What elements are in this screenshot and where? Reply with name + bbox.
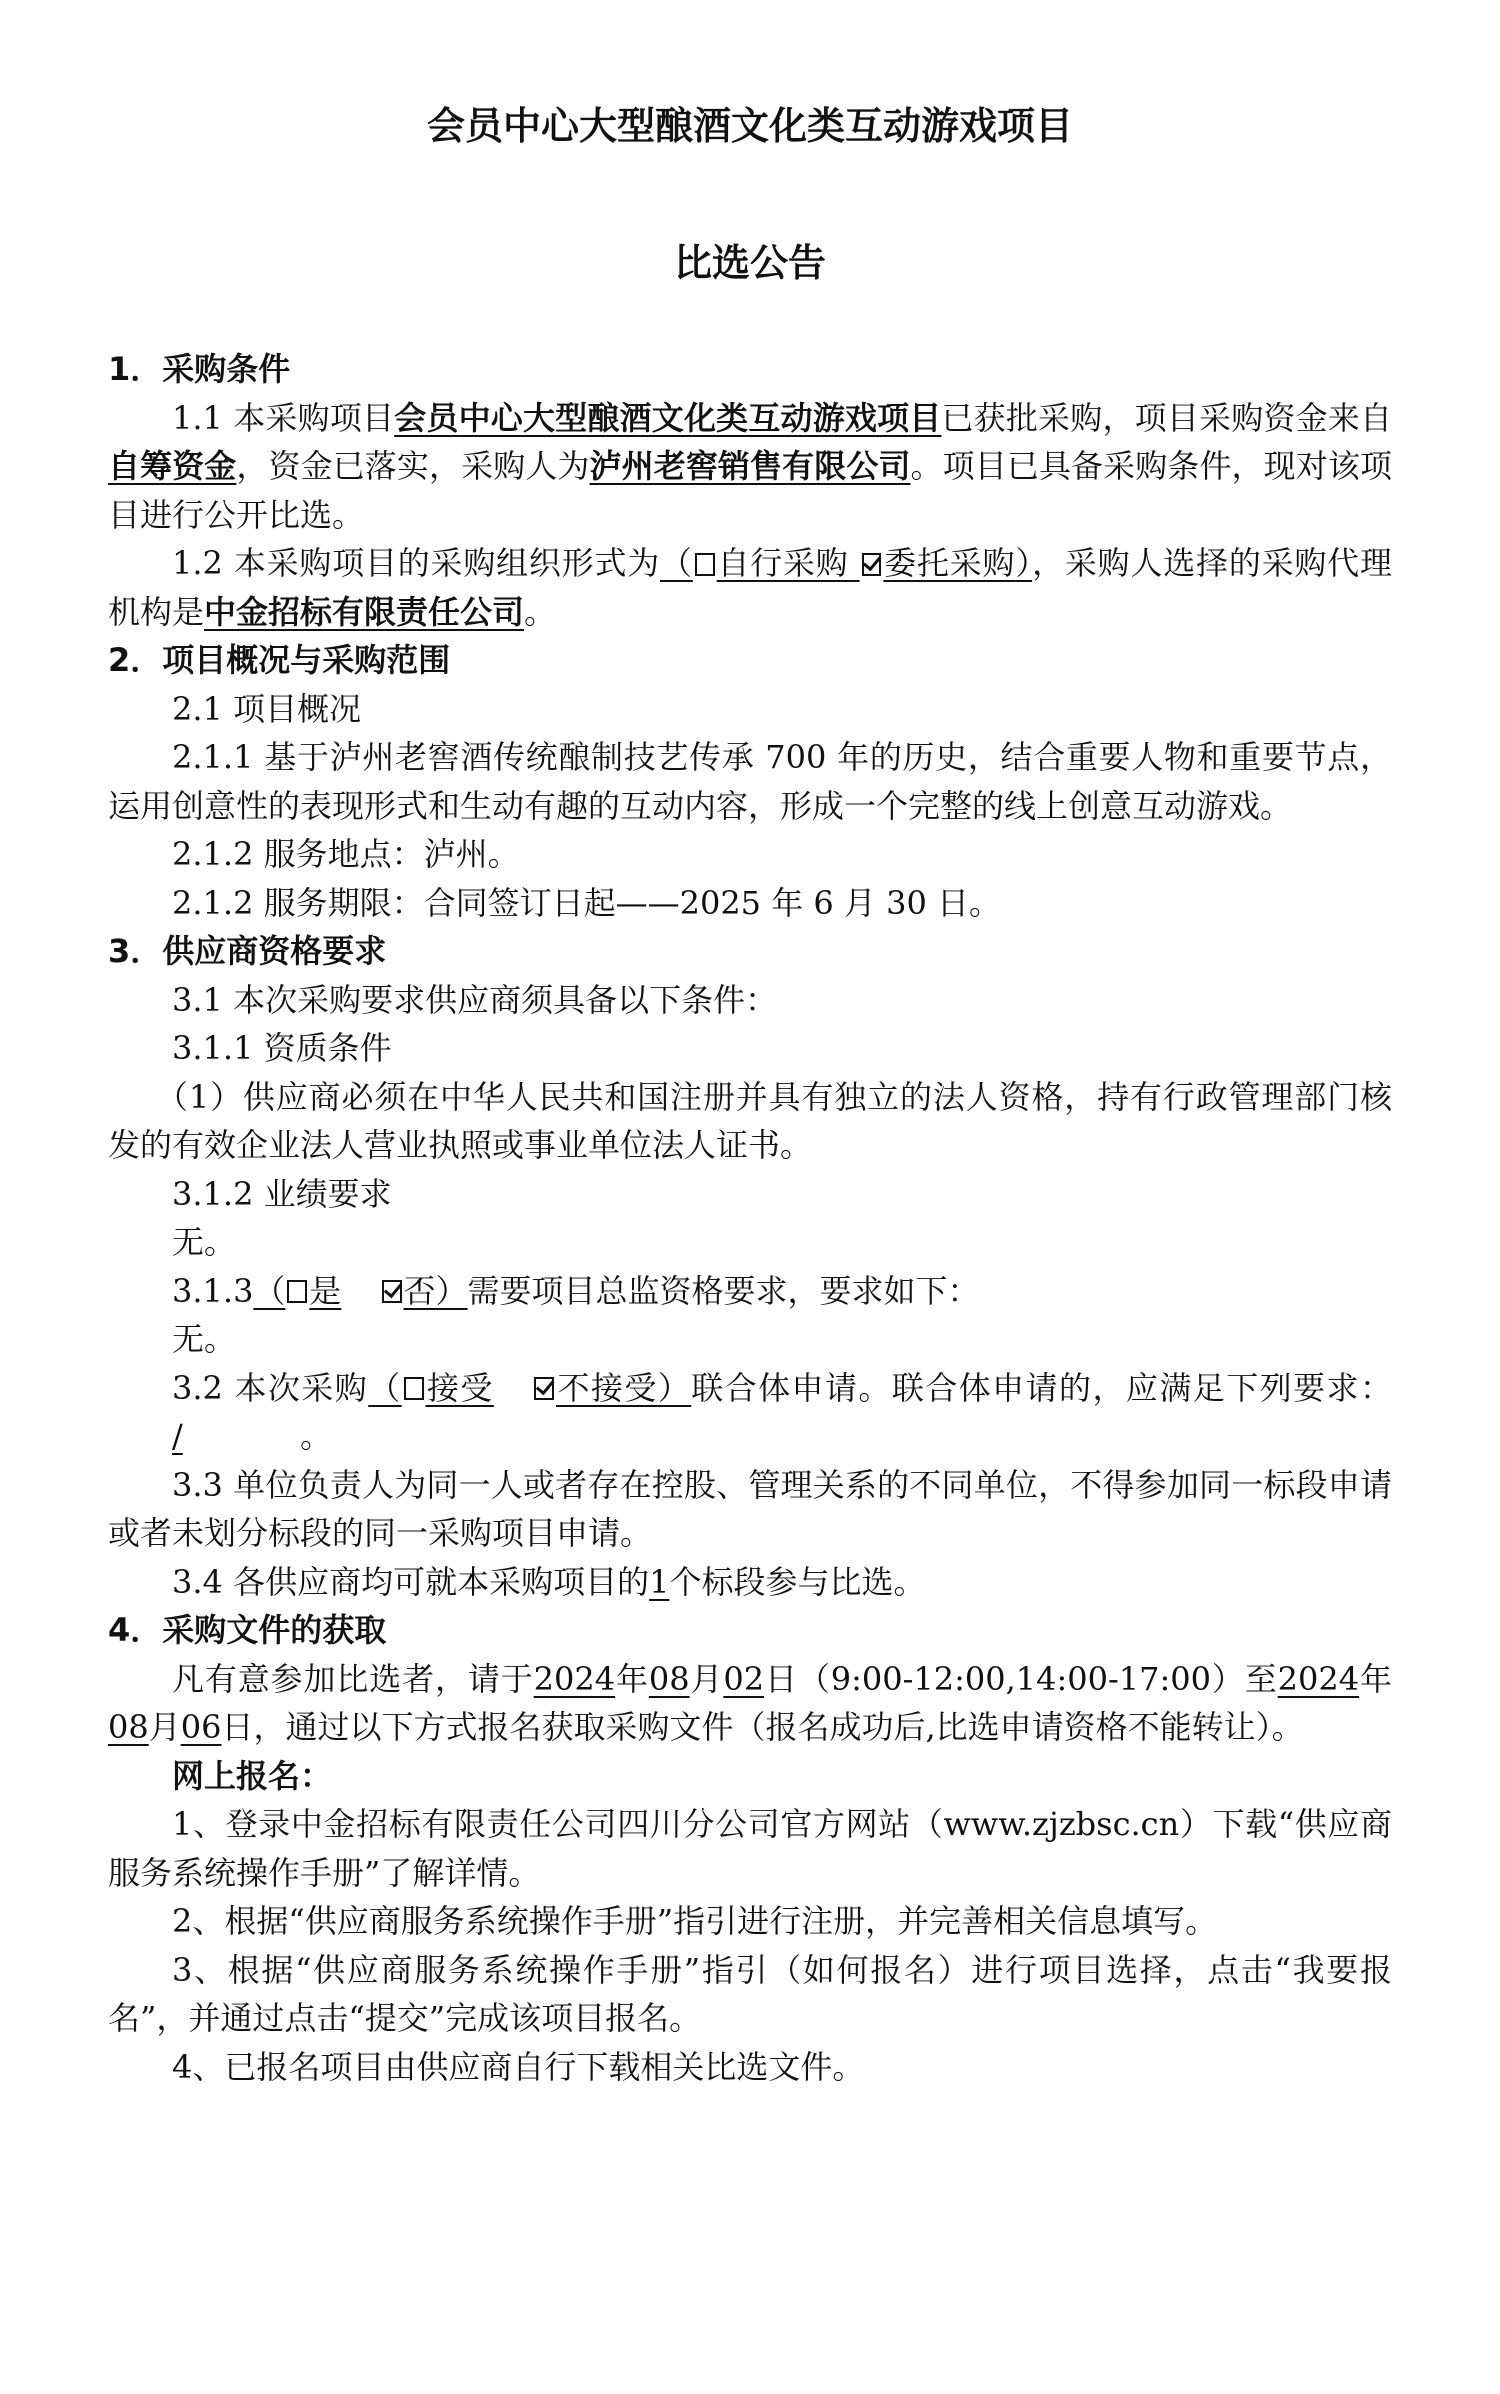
consortium-options: （ 接受 不接受） [368, 1368, 692, 1407]
checkbox-no-icon [382, 1280, 402, 1303]
section-heading-2: 2．项目概况与采购范围 [108, 641, 451, 679]
checkbox-self-procurement-icon [695, 553, 715, 576]
text: （9:00-12:00,14:00-17:00）至 [797, 1659, 1278, 1698]
start-day: 02 [723, 1659, 765, 1698]
section-heading-4: 4．采购文件的获取 [108, 1611, 387, 1649]
text: 月 [689, 1659, 724, 1698]
checkbox-yes-icon [287, 1280, 307, 1303]
text: 。 [524, 592, 557, 631]
text: 需要项目总监资格要求，要求如下： [467, 1271, 980, 1310]
end-day: 06 [180, 1708, 222, 1746]
text: 日，通过以下方式报名获取采购文件（报名成功后,比选申请资格不能转让）。 [221, 1708, 1304, 1746]
text: 月 [148, 1708, 181, 1746]
document-body [108, 345, 1392, 2091]
paragraph-3-2 [108, 1364, 1392, 1461]
text: ，采购人选择的采购代理机构是 [108, 544, 1392, 631]
text: 年 [615, 1659, 649, 1698]
step-1: 1、登录中金招标有限责任公司四川分公司官方网站（www.zjzbsc.cn）下载“供应商服务系统操作手册”了解详情。 [108, 1805, 1392, 1892]
step-3: 3、根据“供应商服务系统操作手册”指引（如何报名）进行项目选择，点击“我要报名”，并通过点击“提交”完成该项目报名。 [108, 1950, 1392, 2037]
text: 1.2 本采购项目的采购组织形式为 [172, 544, 661, 582]
option-label: 不接受 [556, 1368, 658, 1407]
option-label: 是 [309, 1271, 342, 1310]
paragraph-3-1: 3.1 本次采购要求供应商须具备以下条件： [172, 980, 778, 1019]
paragraph-2-1-2-period: 2.1.2 服务期限：合同签订日起——2025 年 6 月 30 日。 [172, 883, 1001, 922]
procurement-form-options: （ 自行采购 委托采购） [660, 544, 1033, 582]
paragraph-3-1-1: 3.1.1 资质条件 [172, 1029, 392, 1067]
buyer-name: 泸州老窖销售有限公司 [589, 447, 911, 485]
lot-count: 1 [649, 1562, 670, 1601]
paragraph-3-3: 3.3 单位负责人为同一人或者存在控股、管理关系的不同单位，不得参加同一标段申请或者未划分标段的同一采购项目申请。 [108, 1465, 1392, 1552]
section-heading-1: 1．采购条件 [108, 350, 291, 388]
text: 。 [300, 1417, 333, 1455]
checkbox-accept-icon [404, 1377, 424, 1400]
option-label: 接受 [425, 1368, 494, 1407]
paragraph-2-1-1: 2.1.1 基于泸州老窖酒传统酿制技艺传承 700 年的历史，结合重要人物和重要节点，运用创意性的表现形式和生动有趣的互动内容，形成一个完整的线上创意互动游戏。 [108, 738, 1392, 825]
text: 联合体申请。联合体申请的，应满足下列要求： [691, 1368, 1392, 1407]
director-none: 无。 [172, 1320, 237, 1358]
text: 年 [1359, 1659, 1392, 1698]
text: ，资金已落实，采购人为 [236, 447, 590, 485]
project-name: 会员中心大型酿酒文化类互动游戏项目 [394, 398, 942, 437]
paragraph-4-registration-period [108, 1655, 1392, 1752]
start-month: 08 [648, 1659, 690, 1698]
paragraph-3-1-1-item-1: （1）供应商必须在中华人民共和国注册并具有独立的法人资格，持有行政管理部门核发的有效企业法人营业执照或事业单位法人证书。 [108, 1077, 1392, 1164]
text: 3.1.3 [172, 1271, 254, 1310]
option-label: 否 [403, 1271, 436, 1310]
performance-none: 无。 [172, 1223, 237, 1261]
paragraph-1-2 [108, 539, 1392, 636]
consortium-requirement-blank: / [172, 1417, 183, 1455]
agency-name: 中金招标有限责任公司 [204, 592, 525, 631]
text: 3.4 各供应商均可就本采购项目的 [172, 1562, 650, 1601]
text: 已获批采购，项目采购资金来自 [941, 398, 1392, 437]
option-label: 委托采购 [883, 544, 1016, 582]
paragraph-1-1 [108, 394, 1392, 540]
subsection-2-1: 2.1 项目概况 [172, 689, 362, 728]
text: 3.2 本次采购 [172, 1368, 369, 1407]
director-requirement-options: （ 是 否） [253, 1271, 468, 1310]
paragraph-3-1-2: 3.1.2 业绩要求 [172, 1174, 392, 1213]
text: 。项目已具备采购条件，现对该项目进行公开比选。 [108, 447, 1392, 534]
text: 1.1 本采购项目 [172, 398, 395, 437]
paragraph-2-1-2-location: 2.1.2 服务地点：泸州。 [172, 835, 520, 873]
end-month: 08 [108, 1708, 149, 1746]
paragraph-3-1-3 [108, 1267, 1392, 1316]
checkbox-not-accept-icon [534, 1377, 554, 1400]
text: 凡有意参加比选者，请于 [172, 1659, 534, 1698]
step-2: 2、根据“供应商服务系统操作手册”指引进行注册，并完善相关信息填写。 [172, 1902, 1218, 1940]
fund-source: 自筹资金 [108, 447, 237, 485]
start-year: 2024 [533, 1659, 616, 1698]
online-registration-heading: 网上报名： [172, 1756, 333, 1795]
paragraph-3-4 [108, 1558, 1392, 1607]
text: 日 [764, 1659, 798, 1698]
text: 个标段参与比选。 [669, 1562, 926, 1601]
end-year: 2024 [1277, 1659, 1360, 1698]
document-subtitle: 比选公告 [673, 241, 826, 285]
step-4: 4、已报名项目由供应商自行下载相关比选文件。 [172, 2047, 865, 2086]
document-title: 会员中心大型酿酒文化类互动游戏项目 [426, 104, 1073, 148]
section-heading-3: 3．供应商资格要求 [108, 932, 387, 970]
checkbox-entrusted-procurement-icon [862, 553, 882, 576]
option-label: 自行采购 [716, 544, 849, 582]
